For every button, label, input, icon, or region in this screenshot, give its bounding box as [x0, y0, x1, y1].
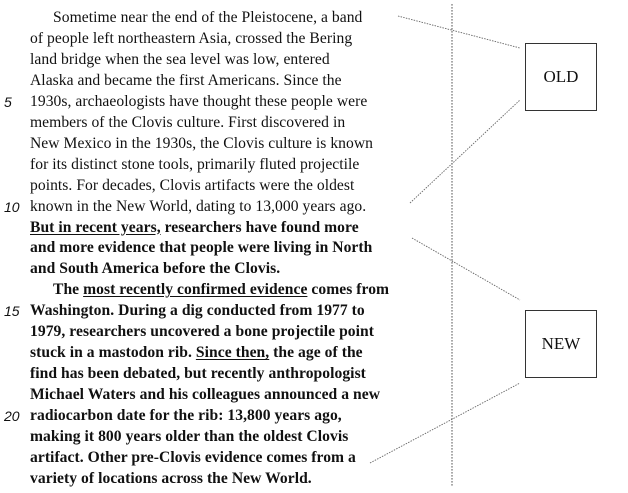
new-label: NEW — [541, 334, 581, 353]
old-bracket-top-connector — [398, 16, 520, 48]
text-segment: known in the New World, dating to 13,000 years ago. — [30, 197, 367, 215]
text-segment: comes from — [307, 281, 390, 299]
text-segment: the age of the — [269, 344, 363, 362]
underlined-phrase: most recently confirmed evidence — [83, 281, 308, 299]
old-bracket — [398, 16, 520, 203]
text-segment: variety of locations across the New World. — [30, 469, 312, 487]
text-segment: points. For decades, Clovis artifacts were the oldest — [30, 176, 355, 194]
text-segment: Sometime near the end of the Pleistocene, a band — [53, 9, 363, 26]
new-bracket-bottom-connector — [370, 383, 520, 463]
text-segment: radiocarbon date for the rib: 13,800 years ago, — [30, 407, 342, 425]
text-segment: Alaska and became the first Americans. Since the — [30, 71, 342, 89]
line-number: 5 — [4, 93, 12, 110]
text-segment: and more evidence that people were living in North — [30, 239, 373, 257]
underlined-phrase: But in recent years, — [30, 218, 161, 236]
new-bracket-top-connector — [412, 238, 520, 300]
new-bracket — [370, 238, 520, 463]
text-segment: New Mexico in the 1930s, the Clovis culture is known — [30, 134, 374, 152]
text-segment: land bridge when the sea level was low, entered — [30, 50, 330, 68]
text-segment: 1930s, archaeologists have thought these people were — [30, 92, 368, 110]
text-segment: The — [53, 281, 84, 299]
new-label-box — [525, 310, 597, 378]
text-segment: 1979, researchers uncovered a bone projectile point — [30, 323, 374, 341]
text-segment: Washington. During a dig conducted from 1977 to — [30, 302, 365, 320]
line-number: 15 — [4, 303, 20, 320]
text-segment: making it 800 years older than the oldest Clovis — [30, 428, 349, 445]
old-label-box — [525, 43, 597, 111]
text-segment: find has been debated, but recently anthropologist — [30, 365, 366, 383]
text-segment: stuck in a mastodon rib. — [30, 344, 196, 362]
text-segment: of people left northeastern Asia, crossed the Bering — [30, 29, 353, 47]
old-label: OLD — [543, 67, 579, 86]
text-segment: researchers have found more — [160, 218, 359, 236]
text-segment: members of the Clovis culture. First discovered in — [30, 113, 346, 131]
text-segment: for its distinct stone tools, primarily fluted projectile — [30, 155, 360, 173]
text-segment: and South America before the Clovis. — [30, 260, 281, 278]
old-bracket-bottom-connector — [410, 100, 520, 203]
line-number: 20 — [4, 408, 20, 425]
underlined-phrase: Since then, — [195, 344, 270, 362]
line-number: 10 — [4, 198, 20, 215]
text-segment: artifact. Other pre-Clovis evidence comes from a — [30, 448, 356, 466]
text-segment: Michael Waters and his colleagues announced a new — [30, 386, 381, 404]
